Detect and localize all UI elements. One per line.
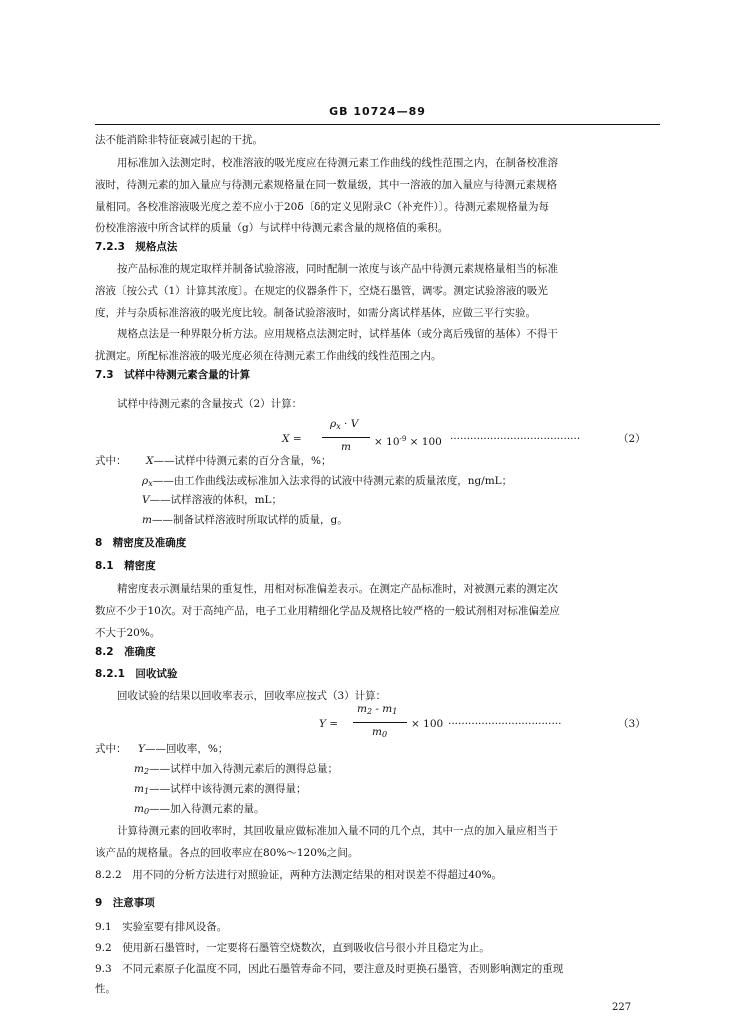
paragraph-line: 扰测定。所配标准溶液的吸光度必须在待测元素工作曲线的线性范围之内。 (95, 350, 442, 362)
definition-line: $m_1——$试样中该待测元素的测得量； (134, 783, 307, 796)
paragraph-line: 9.2 使用新石墨管时，一定要将石墨管空烧数次，直到吸收信号很小并且稳定为止。 (95, 942, 490, 954)
equation-leader-dots: ······································· (450, 433, 581, 445)
paragraph-line: 溶液〔按公式（1）计算其浓度〕。在规定的仪器条件下，空烧石墨管，调零。测定试验溶液的吸光 (95, 285, 548, 297)
fraction-bar (322, 437, 370, 438)
page-number: 227 (612, 1002, 632, 1013)
paragraph-line: 回收试验的结果以回收率表示，回收率应按式（3）计算： (117, 690, 387, 702)
equation-rhs: × $10^{-9} \times 100$ (374, 435, 442, 448)
paragraph-line: 不大于20%。 (95, 627, 161, 639)
definition-line: $m_0——$加入待测元素的量。 (134, 803, 265, 816)
section-heading: 7.3 试样中待测元素含量的计算 (95, 369, 251, 381)
paragraph-line: 用标准加入法测定时，校准溶液的吸光度应在待测元素工作曲线的线性范围之内，在制备校准溶 (117, 157, 558, 169)
paragraph-line: 9.3 不同元素原子化温度不同，因此石墨管寿命不同，要注意及时更换石墨管，否则影响测定的重现 (95, 963, 564, 975)
paragraph-line: 9.1 实验室要有排风设备。 (95, 921, 228, 933)
equation-numerator: $\rho_x \cdot V$ (330, 418, 359, 431)
definition-line: Y——回收率，%； (138, 743, 229, 755)
running-header: GB 10724—89 (329, 105, 426, 118)
definition-line: X——试样中待测元素的百分含量，%； (146, 455, 332, 467)
section-heading: 8.2 准确度 (95, 646, 156, 658)
definition-line: m——制备试样溶液时所取试样的质量，g。 (142, 514, 348, 526)
paragraph-line: 度，并与杂质标准溶液的吸光度比较。制备试验溶液时，如需分离试样基体，应做三平行实验。 (95, 307, 536, 319)
paragraph-line: 精密度表示测量结果的重复性，用相对标准偏差表示。在测定产品标准时，对被测元素的测定次 (117, 583, 558, 595)
fraction-bar (353, 722, 407, 723)
section-heading: 8.1 精密度 (95, 560, 156, 572)
equation-rhs: × 100 (411, 718, 444, 730)
where-label: 式中： (95, 743, 127, 755)
paragraph-line: 该产品的规格量。各点的回收率应在80%～120%之间。 (95, 847, 359, 859)
definition-line: $m_2——$试样中加入待测元素后的测得总量； (134, 763, 339, 776)
equation-number: （3） (618, 718, 646, 730)
paragraph-line: 法不能消除非特征衰减引起的干扰。 (95, 134, 263, 146)
where-label: 式中： (95, 455, 127, 467)
equation-lhs: Y = (319, 718, 339, 730)
equation-lhs: X = (282, 433, 302, 445)
equation-numerator: $m_2 - m_1$ (357, 703, 398, 716)
equation-leader-dots: ·································· (448, 718, 562, 730)
paragraph-line: 计算待测元素的回收率时，其回收量应做标准加入量不同的几个点，其中一点的加入量应相当于 (117, 825, 558, 837)
paragraph-line: 量相同。各校准溶液吸光度之差不应小于20δ〔δ的定义见附录C（补充件）〕。待测元素规格量为每 (95, 201, 550, 213)
paragraph-line: 性。 (95, 983, 116, 995)
section-heading: 9 注意事项 (95, 897, 155, 909)
section-heading: 8 精密度及准确度 (95, 537, 187, 549)
paragraph-line: 液时，待测元素的加入量应与待测元素规格量在同一数量级，其中一溶液的加入量应与待测元素规格 (95, 179, 557, 191)
section-heading: 8.2.1 回收试验 (95, 668, 178, 680)
definition-line: V——试样溶液的体积，mL； (142, 494, 283, 506)
paragraph-line: 规格点法是一种界限分析方法。应用规格点法测定时，试样基体（或分离后残留的基体）不得干 (117, 328, 558, 340)
equation-denominator: m (341, 441, 351, 453)
equation-number: （2） (618, 433, 646, 445)
section-heading: 7.2.3 规格点法 (95, 241, 178, 253)
paragraph-line: 按产品标准的规定取样并制备试验溶液，同时配制一浓度与该产品中待测元素规格量相当的标准 (117, 263, 558, 275)
definition-line: $\rho_x——$由工作曲线法或标准加入法求得的试液中待测元素的质量浓度，ng/mL； (142, 475, 513, 488)
header-rule (95, 124, 660, 125)
paragraph-line: 数应不少于10次。对于高纯产品，电子工业用精细化学品及规格比较严格的一般试剂相对标准偏差应 (95, 605, 560, 617)
paragraph-line: 8.2.2 用不同的分析方法进行对照验证，两种方法测定结果的相对误差不得超过40%。 (95, 869, 503, 881)
paragraph-line: 份校准溶液中所含试样的质量（g）与试样中待测元素含量的规格值的乘积。 (95, 222, 449, 234)
equation-denominator: $m_0$ (372, 726, 388, 739)
paragraph-line: 试样中待测元素的含量按式（2）计算： (117, 398, 303, 410)
